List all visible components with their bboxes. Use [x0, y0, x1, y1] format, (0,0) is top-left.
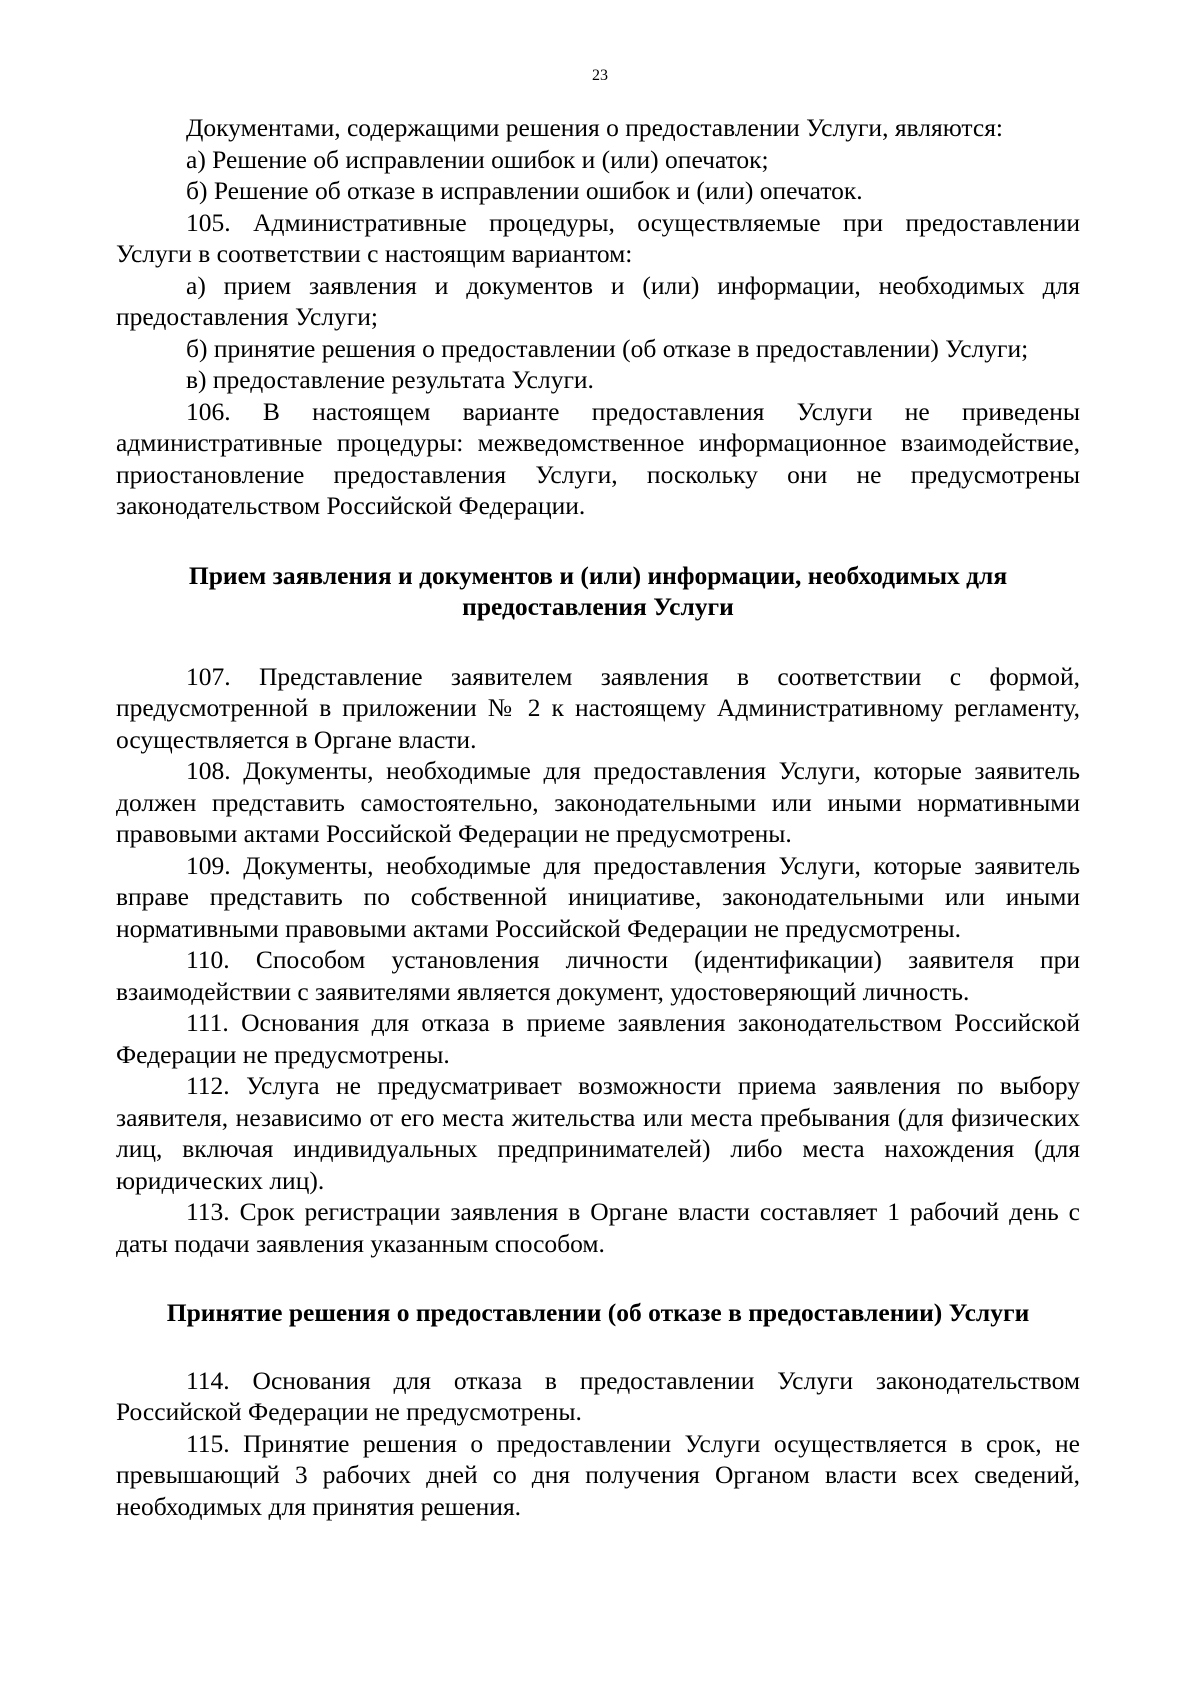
- paragraph-110: 110. Способом установления личности (идентификации) заявителя при взаимодействии с заявителями является документ, удостоверяющий личность.: [116, 945, 1080, 1006]
- paragraph-105-c: в) предоставление результата Услуги.: [186, 365, 594, 394]
- paragraph-documents-intro: Документами, содержащими решения о предоставлении Услуги, являются:: [186, 113, 1004, 142]
- paragraph-108: 108. Документы, необходимые для предоставления Услуги, которые заявитель должен представить самостоятельно, законодательными или иными нормативными правовыми актами Российской Федерации не предусмотрены.: [116, 756, 1080, 848]
- paragraph-106: 106. В настоящем варианте предоставления Услуги не приведены административные процедуры: межведомственное информационное взаимодействие, приостановление предоставления Услуги, поскольку они не предусмотрены законодательством Российской Федерации.: [116, 396, 1080, 520]
- paragraph-105-a: а) прием заявления и документов и (или) информации, необходимых для предоставления Услуги;: [116, 270, 1080, 331]
- paragraph-105-b: б) принятие решения о предоставлении (об отказе в предоставлении) Услуги;: [186, 333, 1029, 363]
- paragraph-107: 107. Представление заявителем заявления в соответствии с формой, предусмотренной в приложении № 2 к настоящему Административному регламенту, осуществляется в Органе власти.: [116, 661, 1080, 754]
- paragraph-111: 111. Основания для отказа в приеме заявления законодательством Российской Федерации не предусмотрены.: [116, 1008, 1080, 1069]
- paragraph-105: 105. Административные процедуры, осуществляемые при предоставлении Услуги в соответствии с настоящим вариантом:: [116, 207, 1080, 268]
- paragraph-114: 114. Основания для отказа в предоставлении Услуги законодательством Российской Федерации не предусмотрены.: [116, 1365, 1080, 1426]
- paragraph-item-b-refusal: б) Решение об отказе в исправлении ошибок и (или) опечаток.: [186, 176, 863, 205]
- paragraph-item-a-correction: а) Решение об исправлении ошибок и (или) опечаток;: [186, 144, 769, 174]
- paragraph-109: 109. Документы, необходимые для предоставления Услуги, которые заявитель вправе представить по собственной инициативе, законодательными или иными нормативными правовыми актами Российской Федерации не предусмотрены.: [116, 850, 1080, 943]
- page-number: 23: [592, 67, 608, 84]
- paragraph-115: 115. Принятие решения о предоставлении Услуги осуществляется в срок, не превышающий 3 рабочих дней со дня получения Органом власти всех сведений, необходимых для принятия решения.: [116, 1428, 1080, 1521]
- section-heading-application-intake: Прием заявления и документов и (или) информации, необходимых для предоставления Услуги: [188, 560, 1008, 621]
- section-heading-decision: Принятие решения о предоставлении (об отказе в предоставлении) Услуги: [166, 1298, 1030, 1327]
- paragraph-112: 112. Услуга не предусматривает возможности приема заявления по выбору заявителя, независимо от его места жительства или места пребывания (для физических лиц, включая индивидуальных предпринимателей) либо места нахождения (для юридических лиц).: [116, 1071, 1080, 1195]
- paragraph-113: 113. Срок регистрации заявления в Органе власти составляет 1 рабочий день с даты подачи заявления указанным способом.: [116, 1197, 1080, 1258]
- document-body: [116, 112, 1080, 1522]
